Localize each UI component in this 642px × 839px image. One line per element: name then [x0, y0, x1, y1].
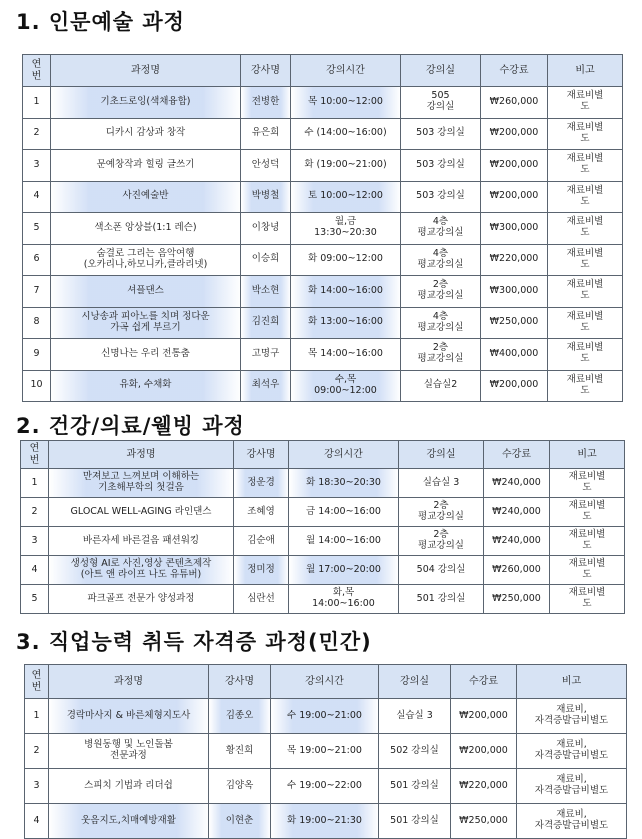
cell-course-name: 숨결로 그리는 음악여행 (오카리나,하모니카,클라리넷)	[51, 244, 241, 276]
cell-no: 5	[23, 213, 51, 245]
cell-note: 재료비별 도	[550, 469, 625, 498]
cell-time: 화 09:00~12:00	[291, 244, 401, 276]
cell-no: 2	[23, 118, 51, 150]
header-name: 과정명	[49, 441, 234, 469]
cell-instructor: 최석우	[241, 370, 291, 402]
cell-course-name: 바른자세 바른걸음 패션워킹	[49, 527, 234, 556]
cell-time: 수 (14:00~16:00)	[291, 118, 401, 150]
cell-instructor: 김순애	[234, 527, 289, 556]
cell-note: 재료비별 도	[548, 339, 623, 371]
cell-no: 6	[23, 244, 51, 276]
cell-room: 2층 평교강의실	[401, 339, 481, 371]
cell-note: 재료비별 도	[548, 213, 623, 245]
header-room: 강의실	[379, 665, 451, 699]
cell-fee: ₩260,000	[481, 87, 548, 119]
cell-instructor: 김양옥	[209, 769, 271, 804]
cell-note: 재료비별 도	[548, 370, 623, 402]
table-row	[23, 339, 623, 371]
cell-no: 8	[23, 307, 51, 339]
cell-course-name: 시낭송과 피아노를 치며 정다운 가곡 쉽게 부르기	[51, 307, 241, 339]
cell-no: 2	[21, 498, 49, 527]
cell-time: 화 19:00~21:30	[271, 804, 379, 839]
header-room: 강의실	[401, 55, 481, 87]
section-title-1: 1. 인문예술 과정	[16, 10, 185, 34]
cell-no: 4	[25, 804, 49, 839]
cell-fee: ₩200,000	[451, 699, 517, 734]
course-table-2	[20, 440, 625, 614]
table-row	[21, 527, 625, 556]
header-no: 연 번	[23, 55, 51, 87]
cell-course-name: 디카시 감상과 창작	[51, 118, 241, 150]
header-time: 강의시간	[271, 665, 379, 699]
cell-instructor: 박소현	[241, 276, 291, 308]
cell-course-name: 사진예술반	[51, 181, 241, 213]
cell-course-name: GLOCAL WELL-AGING 라인댄스	[49, 498, 234, 527]
cell-fee: ₩300,000	[481, 276, 548, 308]
table-row	[25, 699, 627, 734]
course-table-3	[24, 664, 627, 839]
cell-course-name: 웃음지도,치매예방재활	[49, 804, 209, 839]
cell-room: 501 강의실	[379, 769, 451, 804]
header-note: 비고	[548, 55, 623, 87]
cell-room: 503 강의실	[401, 150, 481, 182]
cell-note: 재료비별 도	[548, 87, 623, 119]
cell-instructor: 정운경	[234, 469, 289, 498]
cell-instructor: 김종오	[209, 699, 271, 734]
table-row	[23, 307, 623, 339]
header-name: 과정명	[49, 665, 209, 699]
cell-time: 월 17:00~20:00	[289, 556, 399, 585]
cell-course-name: 기초드로잉(색채융합)	[51, 87, 241, 119]
header-room: 강의실	[399, 441, 484, 469]
table-row	[23, 118, 623, 150]
cell-room: 503 강의실	[401, 181, 481, 213]
cell-no: 4	[23, 181, 51, 213]
cell-instructor: 안성덕	[241, 150, 291, 182]
cell-fee: ₩250,000	[481, 307, 548, 339]
cell-room: 실습실2	[401, 370, 481, 402]
cell-room: 2층 평교강의실	[399, 527, 484, 556]
cell-course-name: 신명나는 우리 전통춤	[51, 339, 241, 371]
cell-time: 화 (19:00~21:00)	[291, 150, 401, 182]
section-title-2: 2. 건강/의료/웰빙 과정	[16, 414, 245, 438]
cell-fee: ₩240,000	[484, 498, 550, 527]
cell-fee: ₩200,000	[481, 370, 548, 402]
cell-time: 목 19:00~21:00	[271, 734, 379, 769]
cell-course-name: 문예창작과 힐링 글쓰기	[51, 150, 241, 182]
cell-no: 5	[21, 585, 49, 614]
table-row	[21, 469, 625, 498]
cell-room: 504 강의실	[399, 556, 484, 585]
cell-note: 재료비, 자격증발급비별도	[517, 804, 627, 839]
cell-course-name: 스피치 기법과 리더쉽	[49, 769, 209, 804]
header-time: 강의시간	[291, 55, 401, 87]
cell-course-name: 색소폰 앙상블(1:1 레슨)	[51, 213, 241, 245]
cell-room: 2층 평교강의실	[399, 498, 484, 527]
table-row	[21, 498, 625, 527]
cell-note: 재료비별 도	[550, 527, 625, 556]
cell-course-name: 만져보고 느껴보며 이해하는 기초해부학의 첫걸음	[49, 469, 234, 498]
cell-note: 재료비별 도	[548, 307, 623, 339]
cell-course-name: 셔플댄스	[51, 276, 241, 308]
cell-fee: ₩250,000	[451, 804, 517, 839]
section-title-3: 3. 직업능력 취득 자격증 과정(민간)	[16, 630, 372, 654]
cell-time: 수 19:00~22:00	[271, 769, 379, 804]
table-row	[21, 556, 625, 585]
cell-room: 4층 평교강의실	[401, 213, 481, 245]
cell-fee: ₩400,000	[481, 339, 548, 371]
cell-no: 3	[23, 150, 51, 182]
cell-room: 503 강의실	[401, 118, 481, 150]
table-row	[23, 213, 623, 245]
cell-time: 월 14:00~16:00	[289, 527, 399, 556]
cell-no: 3	[25, 769, 49, 804]
cell-time: 월,금 13:30~20:30	[291, 213, 401, 245]
cell-note: 재료비별 도	[550, 585, 625, 614]
cell-course-name: 경락마사지 & 바른체형지도사	[49, 699, 209, 734]
cell-fee: ₩220,000	[451, 769, 517, 804]
cell-room: 2층 평교강의실	[401, 276, 481, 308]
header-note: 비고	[550, 441, 625, 469]
cell-note: 재료비별 도	[548, 118, 623, 150]
cell-instructor: 박병철	[241, 181, 291, 213]
cell-time: 목 14:00~16:00	[291, 339, 401, 371]
cell-note: 재료비별 도	[548, 276, 623, 308]
cell-fee: ₩240,000	[484, 527, 550, 556]
header-instructor: 강사명	[209, 665, 271, 699]
table-row	[23, 370, 623, 402]
cell-instructor: 고명구	[241, 339, 291, 371]
cell-time: 화,목 14:00~16:00	[289, 585, 399, 614]
cell-room: 실습실 3	[379, 699, 451, 734]
cell-instructor: 황진희	[209, 734, 271, 769]
table-row	[23, 87, 623, 119]
cell-room: 502 강의실	[379, 734, 451, 769]
cell-instructor: 유은희	[241, 118, 291, 150]
cell-fee: ₩260,000	[484, 556, 550, 585]
table-row	[23, 276, 623, 308]
table-header-row	[23, 55, 623, 87]
cell-instructor: 이현춘	[209, 804, 271, 839]
cell-course-name: 유화, 수채화	[51, 370, 241, 402]
cell-time: 화 18:30~20:30	[289, 469, 399, 498]
cell-course-name: 생성형 AI로 사진,영상 콘텐츠제작 (아트 앤 라이프 나도 유튜버)	[49, 556, 234, 585]
cell-instructor: 전병한	[241, 87, 291, 119]
cell-room: 4층 평교강의실	[401, 307, 481, 339]
cell-room: 501 강의실	[379, 804, 451, 839]
cell-fee: ₩200,000	[451, 734, 517, 769]
cell-fee: ₩200,000	[481, 118, 548, 150]
cell-note: 재료비, 자격증발급비별도	[517, 769, 627, 804]
cell-instructor: 심란선	[234, 585, 289, 614]
header-instructor: 강사명	[234, 441, 289, 469]
cell-note: 재료비별 도	[548, 150, 623, 182]
header-fee: 수강료	[481, 55, 548, 87]
cell-no: 1	[25, 699, 49, 734]
cell-room: 4층 평교강의실	[401, 244, 481, 276]
cell-fee: ₩200,000	[481, 150, 548, 182]
table-row	[23, 244, 623, 276]
table-row	[25, 804, 627, 839]
header-fee: 수강료	[451, 665, 517, 699]
cell-room: 실습실 3	[399, 469, 484, 498]
header-fee: 수강료	[484, 441, 550, 469]
cell-instructor: 조혜영	[234, 498, 289, 527]
cell-room: 505 강의실	[401, 87, 481, 119]
cell-no: 3	[21, 527, 49, 556]
cell-note: 재료비별 도	[548, 244, 623, 276]
header-note: 비고	[517, 665, 627, 699]
cell-instructor: 김진희	[241, 307, 291, 339]
cell-instructor: 이창녕	[241, 213, 291, 245]
cell-note: 재료비별 도	[550, 556, 625, 585]
header-no: 연 번	[21, 441, 49, 469]
table-row	[23, 181, 623, 213]
course-table-1	[22, 54, 623, 402]
table-row	[25, 769, 627, 804]
table-header-row	[25, 665, 627, 699]
cell-course-name: 파크골프 전문가 양성과정	[49, 585, 234, 614]
cell-time: 화 13:00~16:00	[291, 307, 401, 339]
table-row	[21, 585, 625, 614]
cell-instructor: 정미정	[234, 556, 289, 585]
cell-fee: ₩250,000	[484, 585, 550, 614]
cell-time: 금 14:00~16:00	[289, 498, 399, 527]
header-instructor: 강사명	[241, 55, 291, 87]
cell-time: 화 14:00~16:00	[291, 276, 401, 308]
cell-no: 2	[25, 734, 49, 769]
cell-no: 7	[23, 276, 51, 308]
cell-fee: ₩220,000	[481, 244, 548, 276]
table-row	[23, 150, 623, 182]
cell-instructor: 이승희	[241, 244, 291, 276]
header-time: 강의시간	[289, 441, 399, 469]
cell-no: 4	[21, 556, 49, 585]
cell-no: 10	[23, 370, 51, 402]
cell-note: 재료비, 자격증발급비별도	[517, 734, 627, 769]
cell-note: 재료비별 도	[550, 498, 625, 527]
cell-fee: ₩200,000	[481, 181, 548, 213]
cell-no: 1	[23, 87, 51, 119]
header-no: 연 번	[25, 665, 49, 699]
cell-time: 수,목 09:00~12:00	[291, 370, 401, 402]
cell-time: 목 10:00~12:00	[291, 87, 401, 119]
cell-room: 501 강의실	[399, 585, 484, 614]
cell-note: 재료비, 자격증발급비별도	[517, 699, 627, 734]
cell-fee: ₩240,000	[484, 469, 550, 498]
cell-note: 재료비별 도	[548, 181, 623, 213]
cell-no: 9	[23, 339, 51, 371]
header-name: 과정명	[51, 55, 241, 87]
table-header-row	[21, 441, 625, 469]
cell-no: 1	[21, 469, 49, 498]
cell-course-name: 병원동행 및 노인돌봄 전문과정	[49, 734, 209, 769]
cell-time: 수 19:00~21:00	[271, 699, 379, 734]
cell-fee: ₩300,000	[481, 213, 548, 245]
table-row	[25, 734, 627, 769]
cell-time: 토 10:00~12:00	[291, 181, 401, 213]
